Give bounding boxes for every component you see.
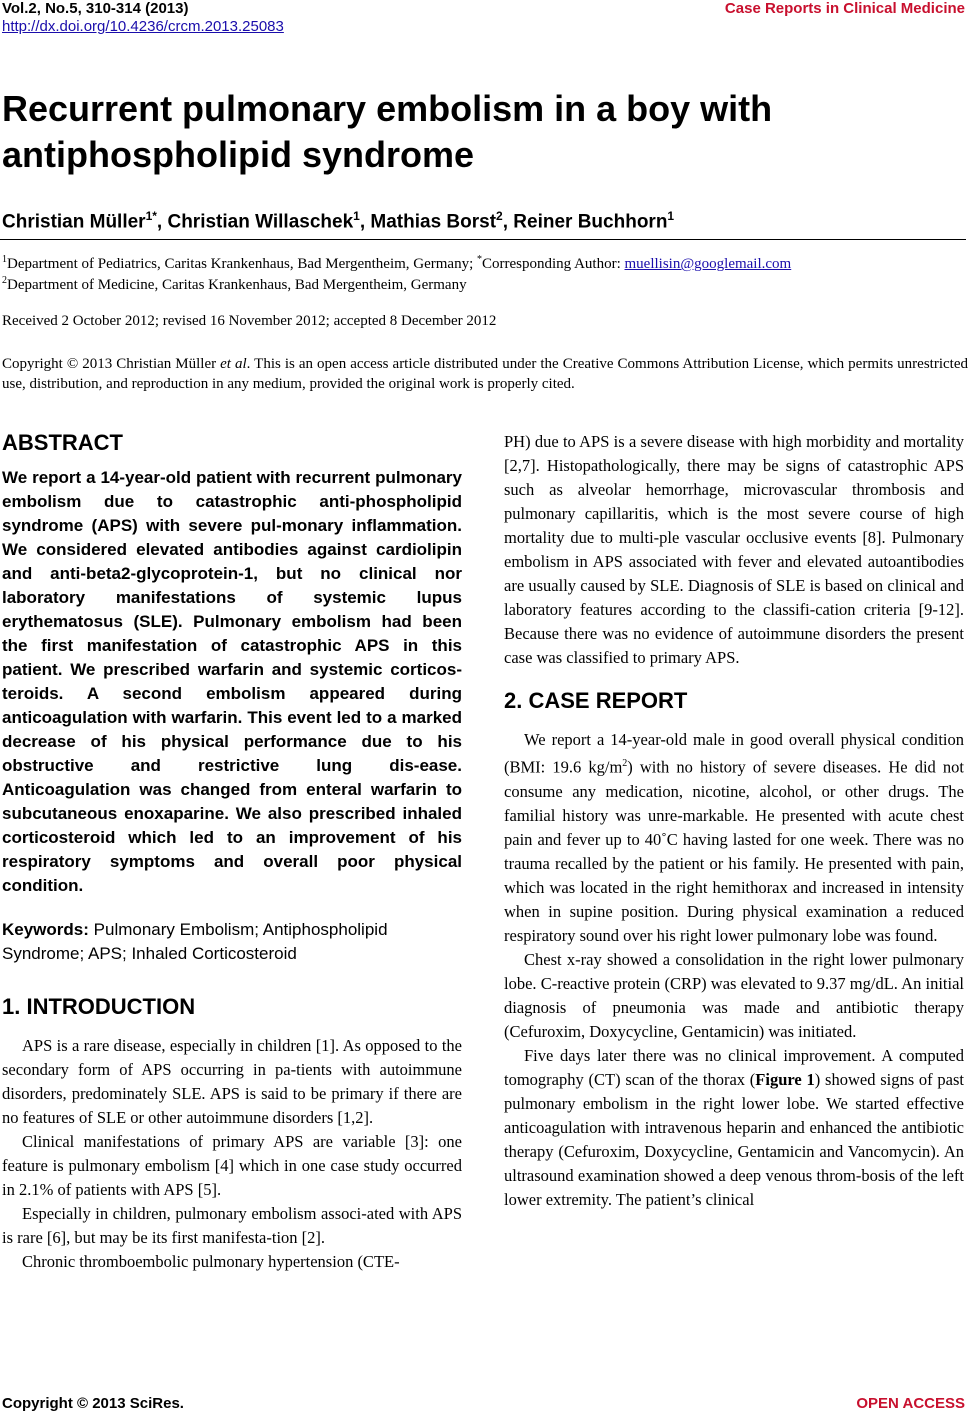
- author-name: Mathias Borst: [370, 211, 497, 233]
- header-divider: [0, 239, 966, 240]
- author-name: Christian Willaschek: [167, 211, 354, 233]
- footer-copyright: Copyright © 2013 SciRes.: [2, 1395, 184, 1412]
- journal-name: Case Reports in Clinical Medicine: [724, 0, 965, 17]
- affiliation-mark: 1: [2, 254, 7, 265]
- author-separator: ,: [502, 211, 514, 233]
- case-paragraph-2: Chest x-ray showed a consolidation in the right lower pulmonary lobe. C-reactive protein (CRP) was elevated to 9.37 mg/dL. An initial diagnosis of pneumonia was made and antibiotic therapy (Cefuroxim, Doxycycline, Gentamicin) was initiated.: [504, 949, 964, 1041]
- case-paragraph-3: [504, 1044, 964, 1212]
- article-title: Recurrent pulmonary embolism in a boy with antiphospholipid syndrome: [2, 88, 773, 175]
- case-text: Five days later there was no clinical improvement. A computed tomography (CT) scan of the thorax (: [504, 1045, 964, 1089]
- introduction-heading: 1. INTRODUCTION: [2, 994, 196, 1019]
- author-separator: ,: [359, 211, 371, 233]
- author-list: [2, 209, 674, 233]
- author-affiliation-mark: 1*: [145, 209, 157, 223]
- author-separator: ,: [156, 211, 168, 233]
- affiliation-text: Department of Medicine, Caritas Krankenhaus, Bad Mergentheim, Germany: [7, 277, 467, 293]
- author-name: Reiner Buchhorn: [513, 211, 668, 233]
- author-affiliation-mark: 2: [496, 209, 503, 223]
- superscript: 2: [622, 758, 628, 769]
- corresponding-email-link[interactable]: muellisin@googlemail.com: [624, 256, 792, 272]
- copyright-notice: [2, 354, 968, 394]
- received-dates: Received 2 October 2012; revised 16 November 2012; accepted 8 December 2012: [2, 313, 497, 329]
- affiliation-text: Department of Pediatrics, Caritas Krankenhaus, Bad Mergentheim, Germany;: [7, 256, 478, 272]
- doi-link[interactable]: http://dx.doi.org/10.4236/crcm.2013.25083: [2, 18, 284, 35]
- affiliation-2: [2, 271, 467, 295]
- journal-volume: Vol.2, No.5, 310-314 (2013): [2, 0, 189, 17]
- intro-paragraph-4: Chronic thromboembolic pulmonary hypertension (CTE-: [22, 1252, 400, 1271]
- keywords-label: Keywords:: [2, 920, 89, 939]
- affiliation-mark: 2: [2, 275, 7, 286]
- left-column: [2, 430, 462, 1274]
- copyright-text: Copyright © 2013 Christian Müller: [2, 356, 221, 372]
- open-access-label: OPEN ACCESS: [856, 1395, 965, 1412]
- keywords-text: Pulmonary Embolism; Antiphospholipid Syndrome; APS; Inhaled Corticosteroid: [2, 920, 388, 963]
- intro-paragraph-4-continued: PH) due to APS is a severe disease with high morbidity and mortality [2,7]. Histopathologically, there may be signs of catastrophic APS such as alveolar hemorrhage, microvascular thrombosis and pulmonary capillaritis, which is the most severe course of high mortality due to multi-ple vascular occlusive events [8]. Pulmonary embolism in APS associated with fever and elevated autoantibodies are usually caused by SLE. Diagnosis of SLE is based on clinical and laboratory features according to the classifi-cation criteria [9-12]. Because there was no evidence of autoimmune disorders the present case was classified to primary APS.: [504, 432, 964, 667]
- case-text: We report a 14-year-old male in good overall physical condition (BMI: 19.6 kg/m: [504, 730, 964, 777]
- corresponding-label: Corresponding Author:: [482, 256, 625, 272]
- corresponding-mark: *: [477, 254, 483, 265]
- copyright-etal: et al: [220, 356, 247, 372]
- figure-reference[interactable]: Figure 1: [755, 1069, 815, 1089]
- case-paragraph-1: [504, 728, 964, 948]
- right-column: [504, 430, 964, 1212]
- case-text: ) with no history of severe diseases. He did not consume any medication, nicotine, alcohol, or other drugs. The familial history was unre-markable. He presented with acute chest pain and fever up to 40˚C having lasted for one week. There was no trauma recalled by the patient or his family. He presented with pain, which was located in the right hemithorax and increased in intensity when in supine position. During physical examination a reduced respiratory sound over his right lower pulmonary lobe was found.: [504, 757, 964, 945]
- author-name: Christian Müller: [2, 211, 146, 233]
- case-report-heading: 2. CASE REPORT: [504, 688, 688, 713]
- case-text: ) showed signs of past pulmonary embolism in the right lower lobe. We started effective anticoagulation with intravenous heparin and enhanced the antibiotic therapy (Cefuroxim, Doxycycline, Gentamicin and Vancomycin). An ultrasound examination showed a deep venous throm-bosis of the left lower extremity. The patient’s clinical: [504, 1069, 964, 1209]
- intro-paragraph-1: APS is a rare disease, especially in children [1]. As opposed to the secondary form of APS occurring in pa-tients with autoimmune disorders, predominately SLE. APS is said to be primary if there are no features of SLE or other autoimmune disorders [1,2].: [2, 1036, 462, 1127]
- intro-paragraph-2: Clinical manifestations of primary APS are variable [3]: one feature is pulmonary embolism [4] which in one case study occurred in 2.1% of patients with APS [5].: [2, 1132, 462, 1199]
- author-affiliation-mark: 1: [353, 209, 360, 223]
- author-affiliation-mark: 1: [667, 209, 675, 223]
- intro-paragraph-3: Especially in children, pulmonary embolism associ-ated with APS is rare [6], but may be its first manifesta-tion [2].: [2, 1204, 462, 1247]
- abstract-text: We report a 14-year-old patient with recurrent pulmonary embolism due to catastrophic anti-phospholipid syndrome (APS) with severe pul-monary inflammation. We considered elevated antibodies against cardiolipin and anti-beta2-glycoprotein-1, but no clinical nor laboratory manifestations of systemic lupus erythematosus (SLE). Pulmonary embolism had been the first manifestation of catastrophic APS in this patient. We prescribed warfarin and systemic corticos-teroids. A second embolism appeared during anticoagulation with warfarin. This event led to a marked decrease of his physical performance due to his obstructive and restrictive lung dis-ease. Anticoagulation was changed from enteral warfarin to subcutaneous enoxaparine. We also prescribed inhaled corticosteroid which led to an improvement of his respiratory symptoms and overall poor physical condition.: [2, 468, 462, 895]
- keywords: [2, 918, 462, 966]
- copyright-text: . This is an open access article distributed under the Creative Commons Attribution License, which permits unrestricted use, distribution, and reproduction in any medium, provided the original work is properly cited.: [2, 356, 968, 392]
- abstract-heading: ABSTRACT: [2, 430, 123, 455]
